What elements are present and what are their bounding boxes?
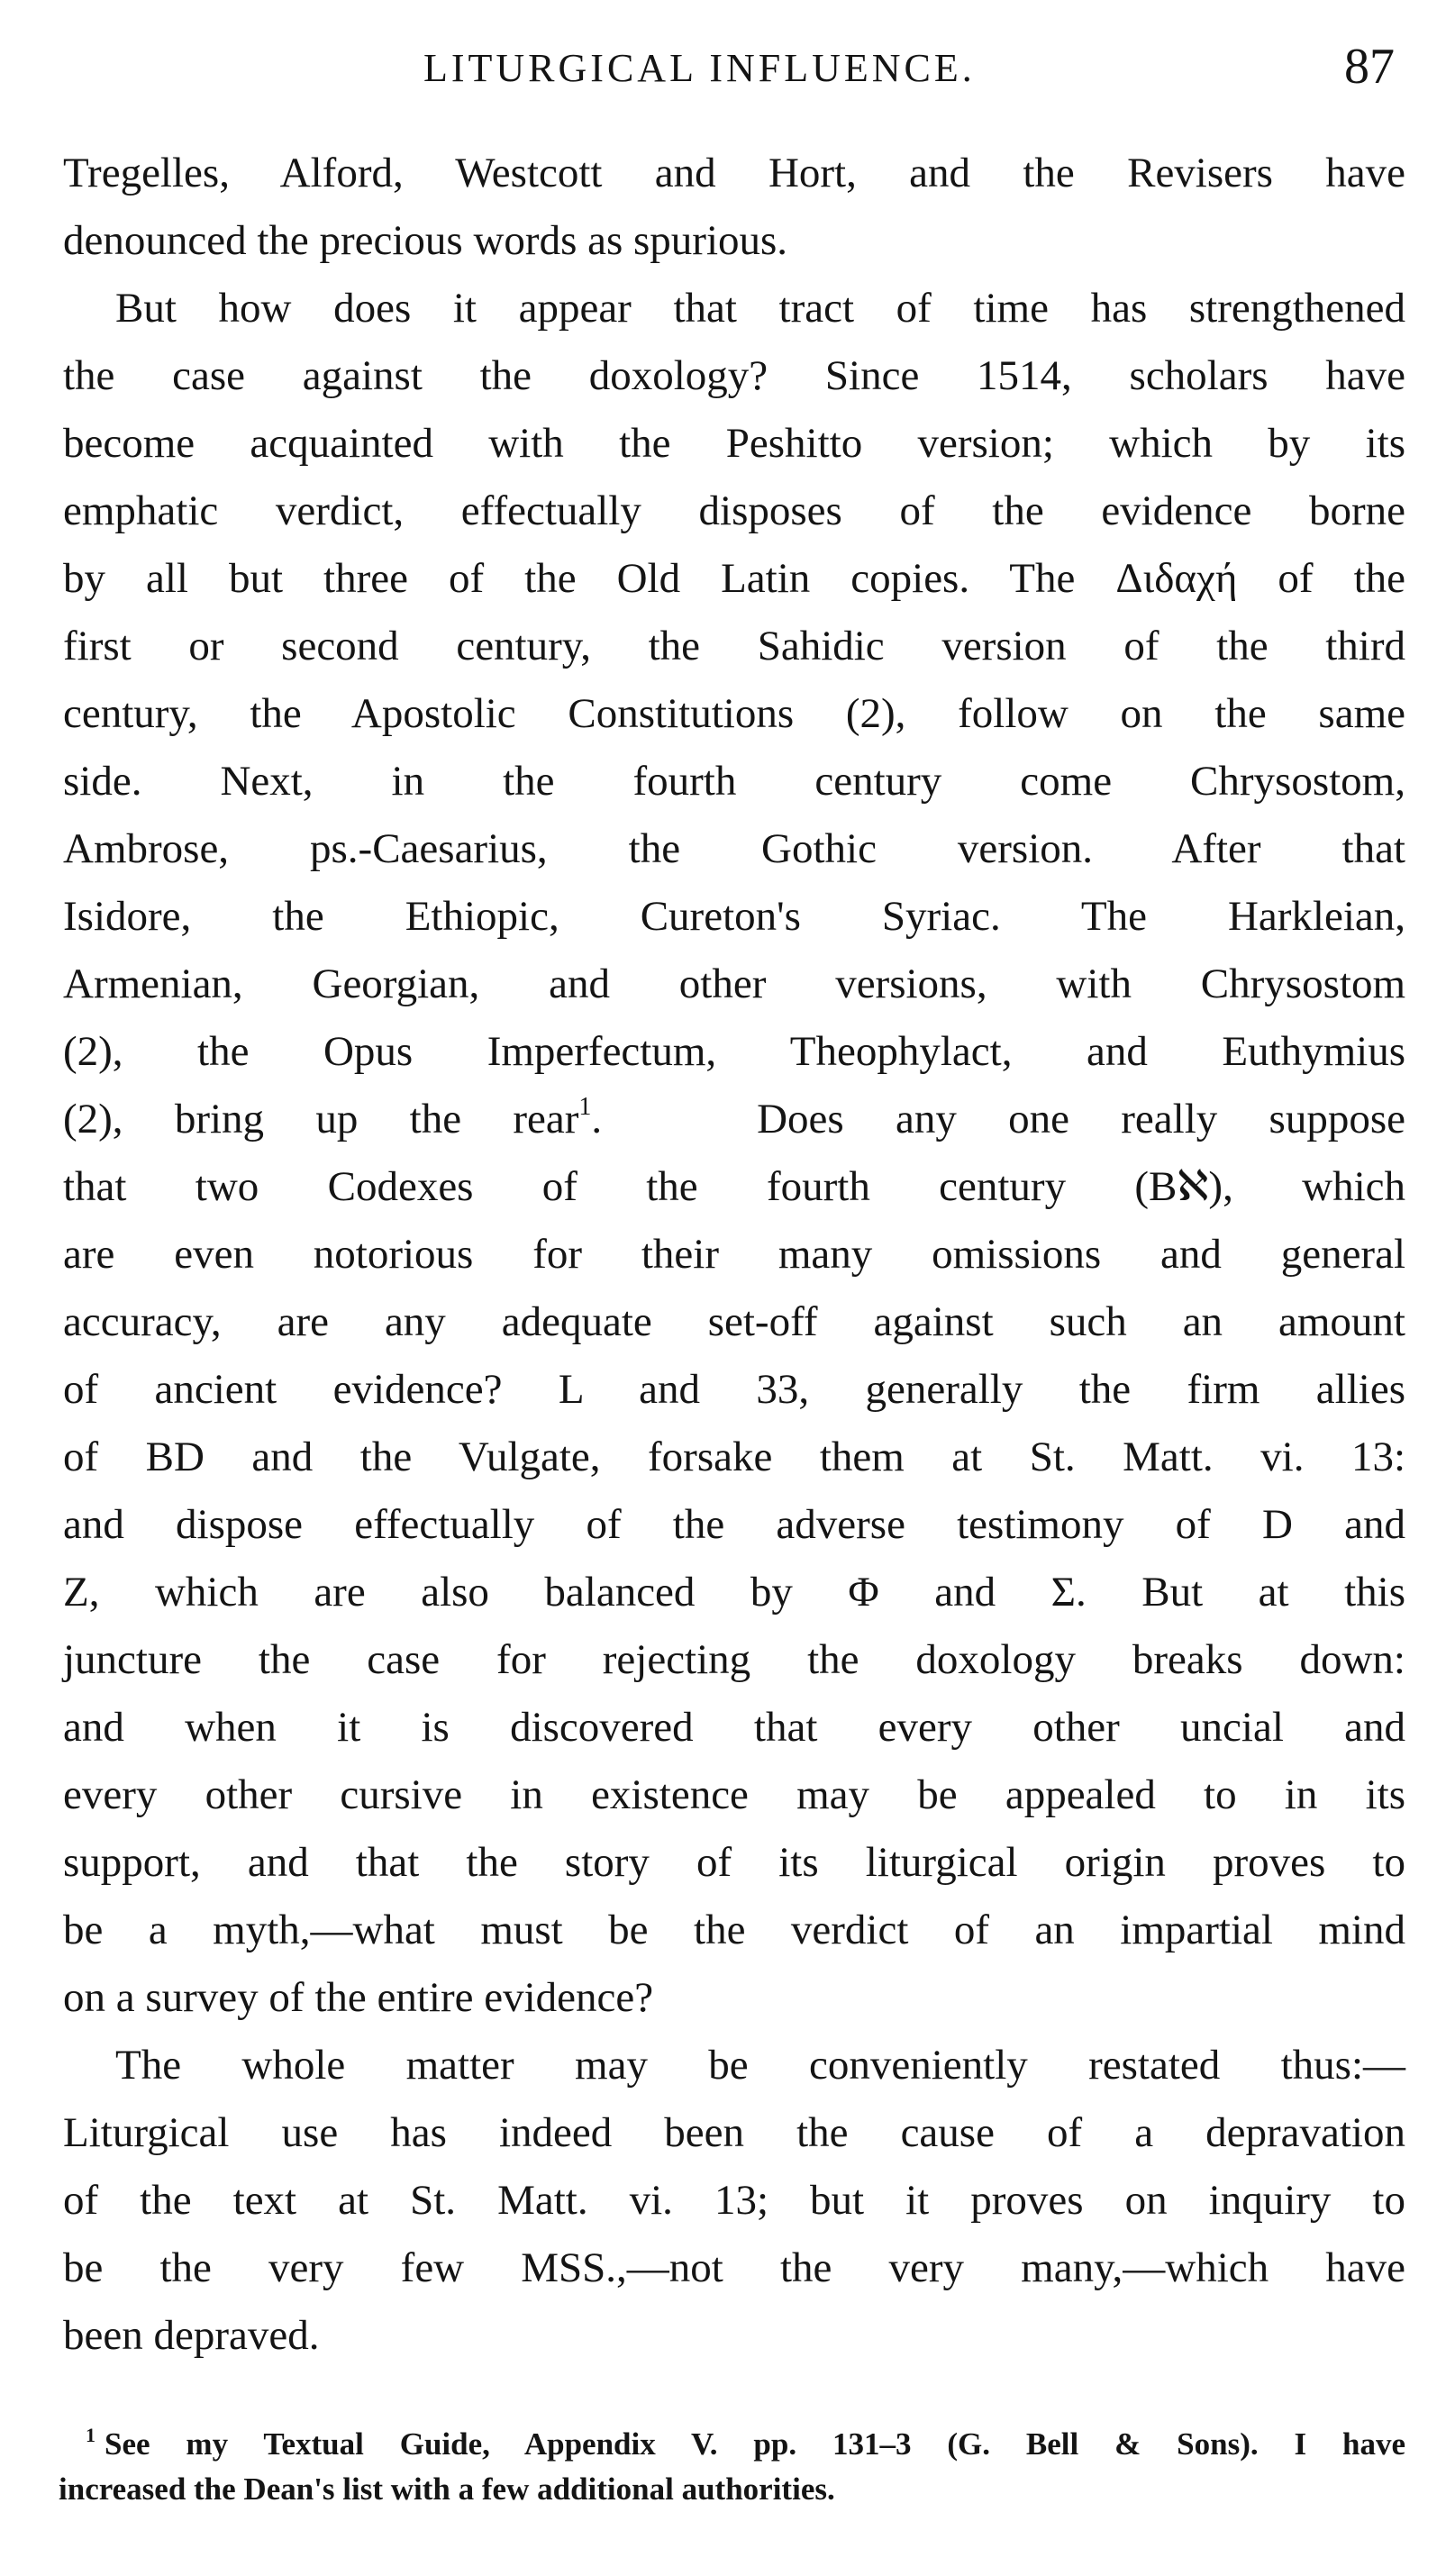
text-line: Armenian, Georgian, and other versions, with Chrysostom: [63, 960, 1405, 1007]
text-line: support, and that the story of its liturgical origin proves to: [63, 1839, 1405, 1886]
text-line: Isidore, the Ethiopic, Cureton's Syriac. The Harkleian,: [63, 893, 1405, 940]
text-line: The whole matter may be conveniently restated thus:—: [115, 2042, 1405, 2089]
text-line: the case against the doxology? Since 1514, scholars have: [63, 352, 1405, 399]
running-title: LITURGICAL INFLUENCE.: [423, 46, 976, 90]
body-text: [63, 140, 1405, 2370]
text-line: on a survey of the entire evidence?: [63, 1974, 654, 2021]
text-line: century, the Apostolic Constitutions (2), follow on the same: [63, 690, 1405, 737]
text-line: been depraved.: [63, 2312, 320, 2359]
text-line: first or second century, the Sahidic version of the third: [63, 623, 1405, 669]
text-line: are even notorious for their many omissions and general: [63, 1231, 1405, 1278]
text-line: every other cursive in existence may be appealed to in its: [63, 1771, 1405, 1818]
text-line: and dispose effectually of the adverse testimony of D and: [63, 1501, 1405, 1548]
footnote-text: See my Textual Guide, Appendix V. pp. 131–3 (G. Bell & Sons). I have: [105, 2426, 1405, 2462]
running-head: [0, 38, 1446, 101]
text-line: by all but three of the Old Latin copies. The Διδαχή of the: [63, 555, 1405, 602]
footnote: [59, 2422, 1405, 2512]
text-line: (2), the Opus Imperfectum, Theophylact, and Euthymius: [63, 1028, 1405, 1075]
text-line: that two Codexes of the fourth century (Bℵ), which: [63, 1163, 1405, 1210]
text-line: Liturgical use has indeed been the cause of a depravation: [63, 2109, 1405, 2156]
page-number: 87: [1344, 39, 1395, 95]
text-line: of BD and the Vulgate, forsake them at St. Matt. vi. 13:: [63, 1434, 1405, 1480]
text-line: and when it is discovered that every other uncial and: [63, 1704, 1405, 1751]
text-segment: Does any one really suppose: [757, 1096, 1406, 1142]
text-line: (2), bring up the rear$^1$. Does any one really suppose: [63, 1093, 1406, 1142]
footnote-line: increased the Dean's list with a few additional authorities.: [59, 2471, 835, 2507]
text-line: be a myth,—what must be the verdict of an impartial mind: [63, 1907, 1405, 1953]
text-line: emphatic verdict, effectually disposes of the evidence borne: [63, 487, 1405, 534]
text-line: Z, which are also balanced by Φ and Σ. But at this: [63, 1569, 1405, 1616]
text-line: accuracy, are any adequate set-off against such an amount: [63, 1298, 1405, 1345]
text-line: denounced the precious words as spurious.: [63, 217, 788, 264]
footnote-reference: 1: [86, 2424, 95, 2446]
text-line: become acquainted with the Peshitto version; which by its: [63, 420, 1405, 467]
footnote-line: [59, 2422, 1405, 2467]
text-line: But how does it appear that tract of time has strengthened: [115, 285, 1405, 332]
text-line: of the text at St. Matt. vi. 13; but it proves on inquiry to: [63, 2177, 1405, 2224]
text-line: juncture the case for rejecting the doxology breaks down:: [63, 1636, 1405, 1683]
footnote-marker: 1: [578, 1093, 592, 1121]
text-line: Tregelles, Alford, Westcott and Hort, and the Revisers have: [63, 150, 1405, 196]
text-segment: (2), bring up the rear: [63, 1096, 579, 1142]
text-line: be the very few MSS.,—not the very many,—which have: [63, 2244, 1405, 2291]
text-line: Ambrose, ps.-Caesarius, the Gothic version. After that: [63, 825, 1405, 872]
text-line: side. Next, in the fourth century come Chrysostom,: [63, 758, 1405, 805]
text-line: of ancient evidence? L and 33, generally the firm allies: [63, 1366, 1405, 1413]
